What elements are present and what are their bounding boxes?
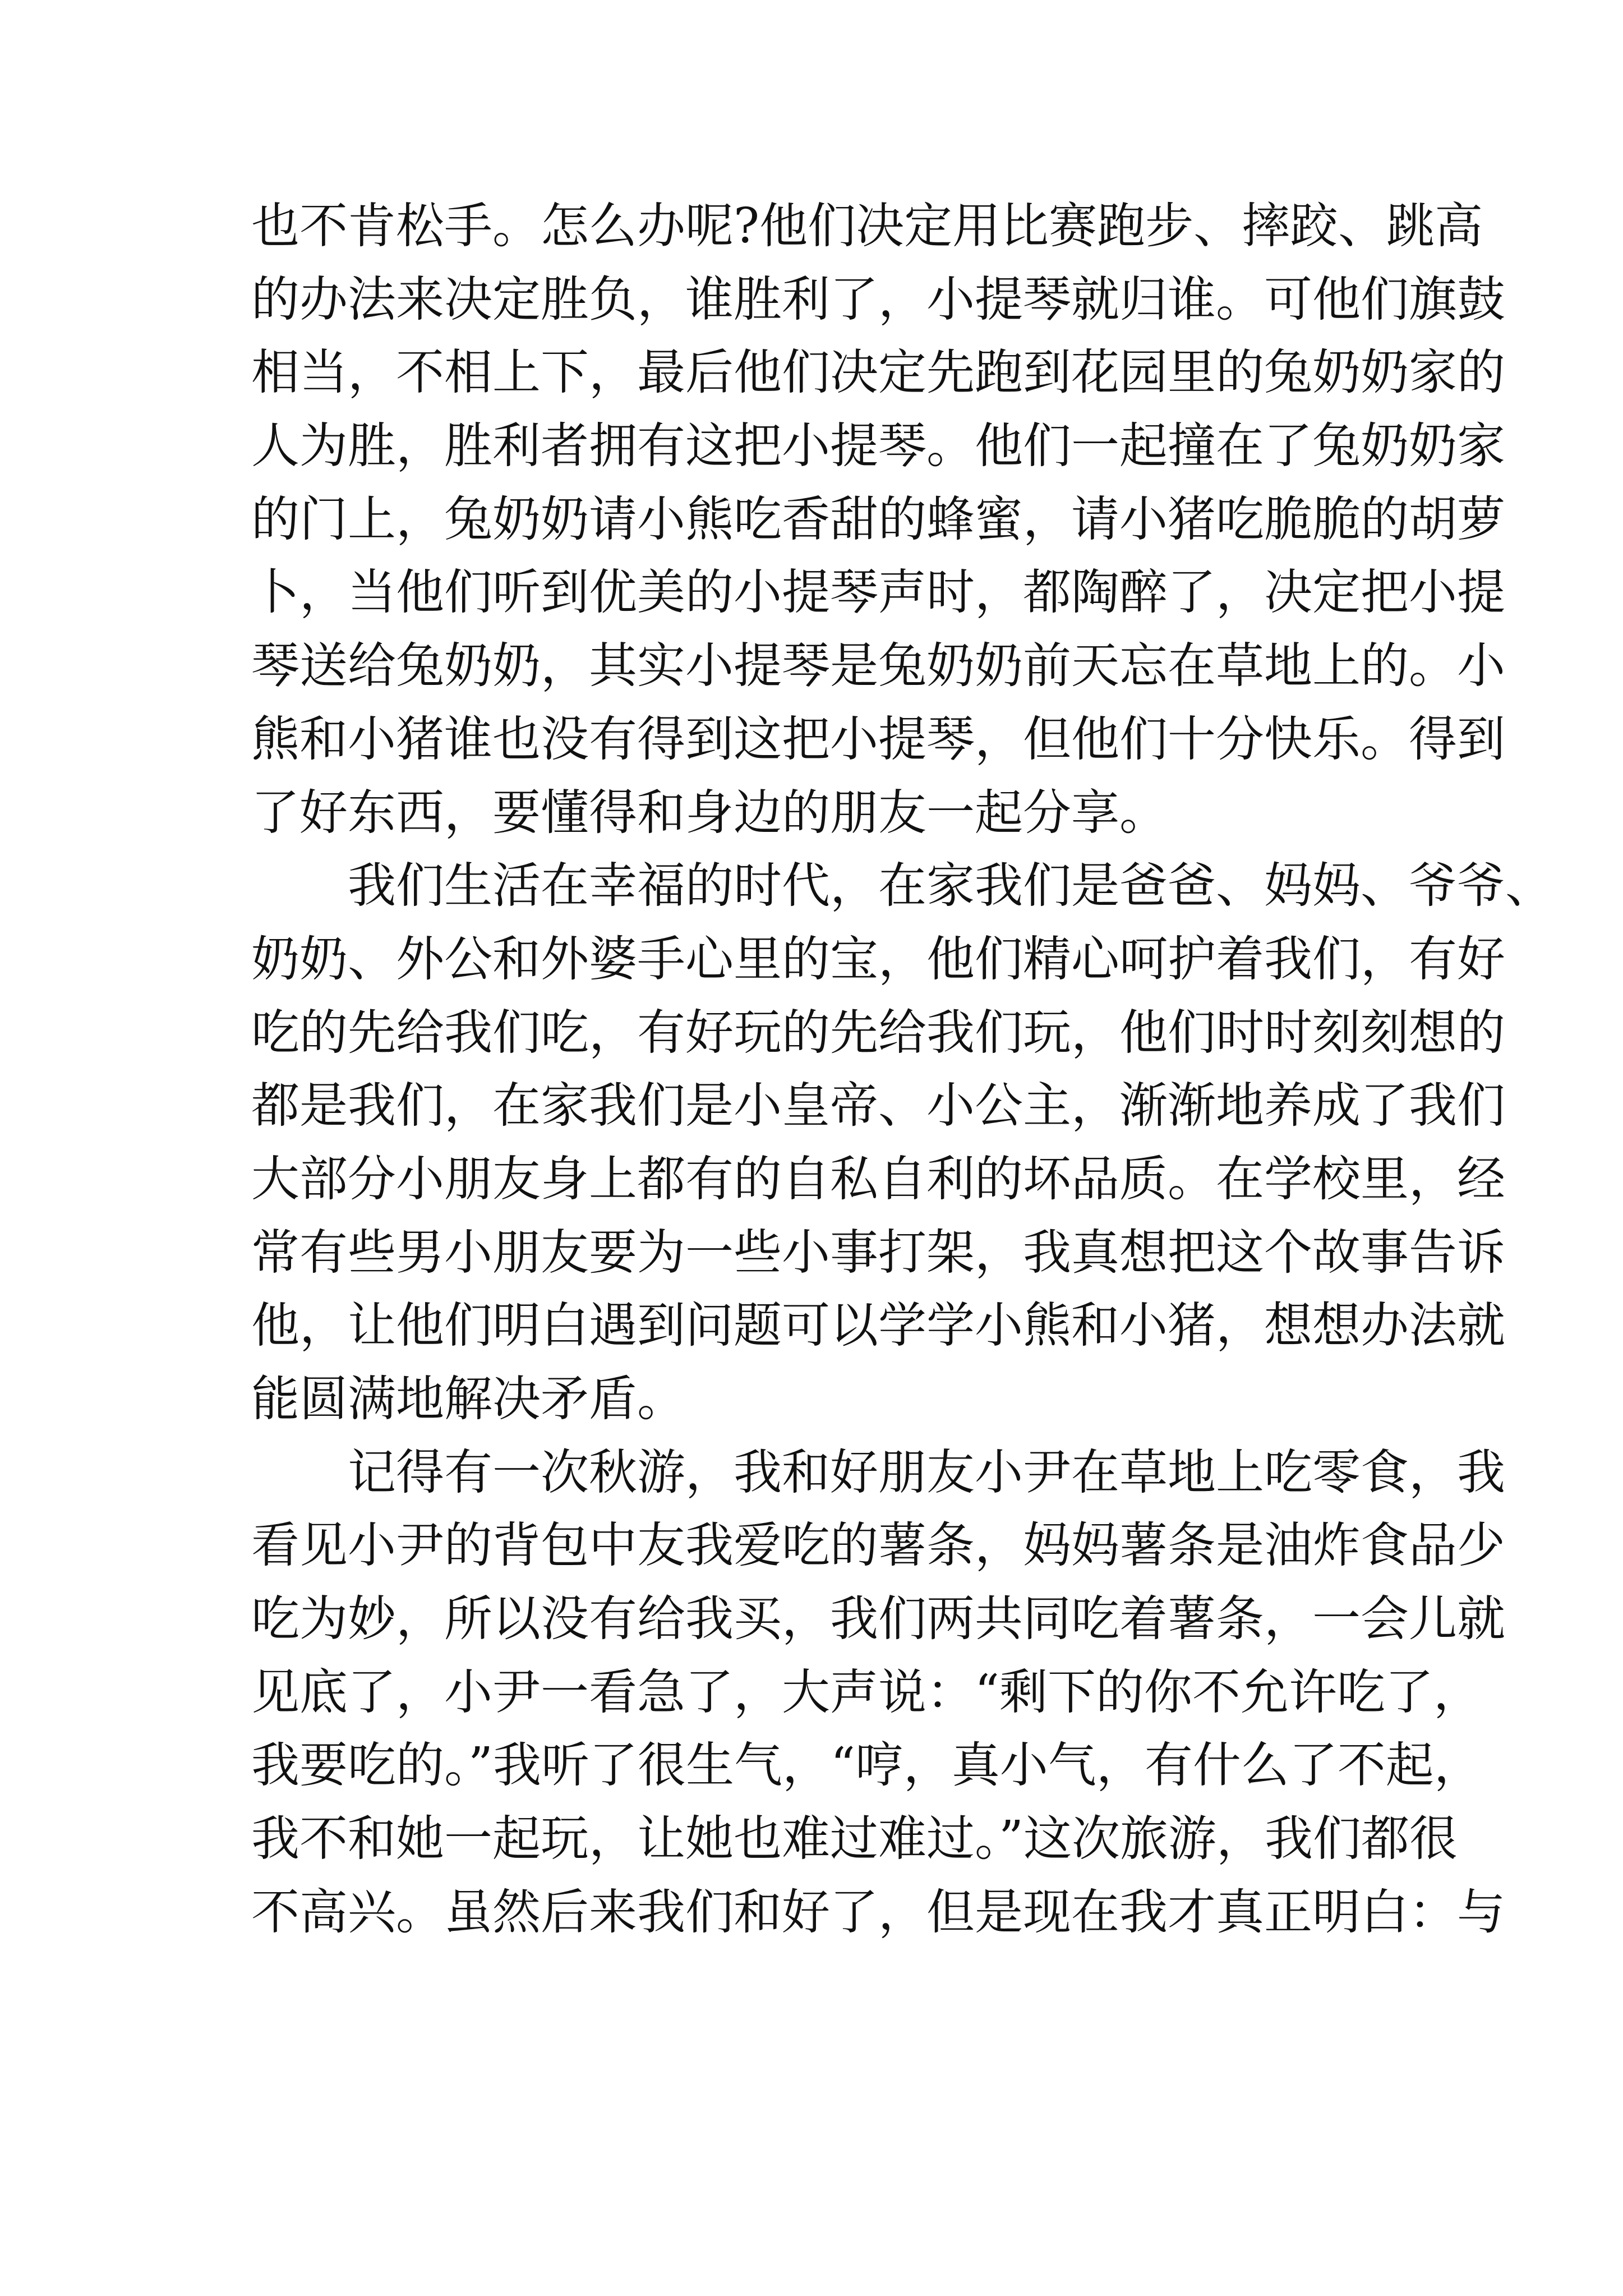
text-line: 大部分小朋友身上都有的自私自利的坏品质。在学校里，经 (251, 1151, 1505, 1207)
paragraph-2 (251, 849, 1553, 1436)
text-line: 人为胜，胜利者拥有这把小提琴。他们一起撞在了兔奶奶家 (251, 418, 1505, 475)
text-line: 的办法来决定胜负，谁胜利了，小提琴就归谁。可他们旗鼓 (251, 271, 1505, 328)
text-line: 我要吃的。”我听了很生气，“哼，真小气，有什么了不起， (251, 1737, 1482, 1794)
text-line: 我不和她一起玩，让她也难过难过。”这次旅游，我们都很 (251, 1811, 1458, 1867)
text-line: 见底了，小尹一看急了，大声说：“剩下的你不允许吃了， (251, 1664, 1482, 1720)
text-line: 卜，当他们听到优美的小提琴声时，都陶醉了，决定把小提 (251, 564, 1505, 621)
text-line: 吃为妙，所以没有给我买，我们两共同吃着薯条，一会儿就 (251, 1591, 1505, 1648)
text-line: 也不肯松手。怎么办呢?他们决定用比赛跑步、摔跤、跳高 (251, 198, 1483, 254)
text-line: 看见小尹的背包中友我爱吃的薯条，妈妈薯条是油炸食品少 (251, 1517, 1505, 1574)
text-line: 记得有一次秋游，我和好朋友小尹在草地上吃零食，我 (251, 1444, 1505, 1501)
text-line: 熊和小猪谁也没有得到这把小提琴，但他们十分快乐。得到 (251, 711, 1505, 767)
text-line: 他，让他们明白遇到问题可以学学小熊和小猪，想想办法就 (251, 1297, 1505, 1354)
text-line: 不高兴。虽然后来我们和好了，但是现在我才真正明白：与 (251, 1884, 1505, 1940)
text-line: 的门上，兔奶奶请小熊吃香甜的蜂蜜，请小猪吃脆脆的胡萝 (251, 491, 1505, 547)
text-line: 能圆满地解决矛盾。 (251, 1371, 685, 1427)
text-line: 奶奶、外公和外婆手心里的宝，他们精心呵护着我们，有好 (251, 931, 1505, 987)
document-body (251, 190, 1553, 1949)
paragraph-1 (251, 190, 1505, 849)
text-line: 常有些男小朋友要为一些小事打架，我真想把这个故事告诉 (251, 1224, 1505, 1281)
paragraph-3 (251, 1436, 1505, 1949)
text-line: 相当，不相上下，最后他们决定先跑到花园里的兔奶奶家的 (251, 344, 1505, 401)
text-line: 琴送给兔奶奶，其实小提琴是兔奶奶前天忘在草地上的。小 (251, 638, 1505, 694)
text-line: 都是我们，在家我们是小皇帝、小公主，渐渐地养成了我们 (251, 1078, 1505, 1134)
text-line: 了好东西，要懂得和身边的朋友一起分享。 (251, 784, 1168, 841)
text-line: 我们生活在幸福的时代，在家我们是爸爸、妈妈、爷爷、 (251, 858, 1553, 914)
text-line: 吃的先给我们吃，有好玩的先给我们玩，他们时时刻刻想的 (251, 1004, 1505, 1061)
